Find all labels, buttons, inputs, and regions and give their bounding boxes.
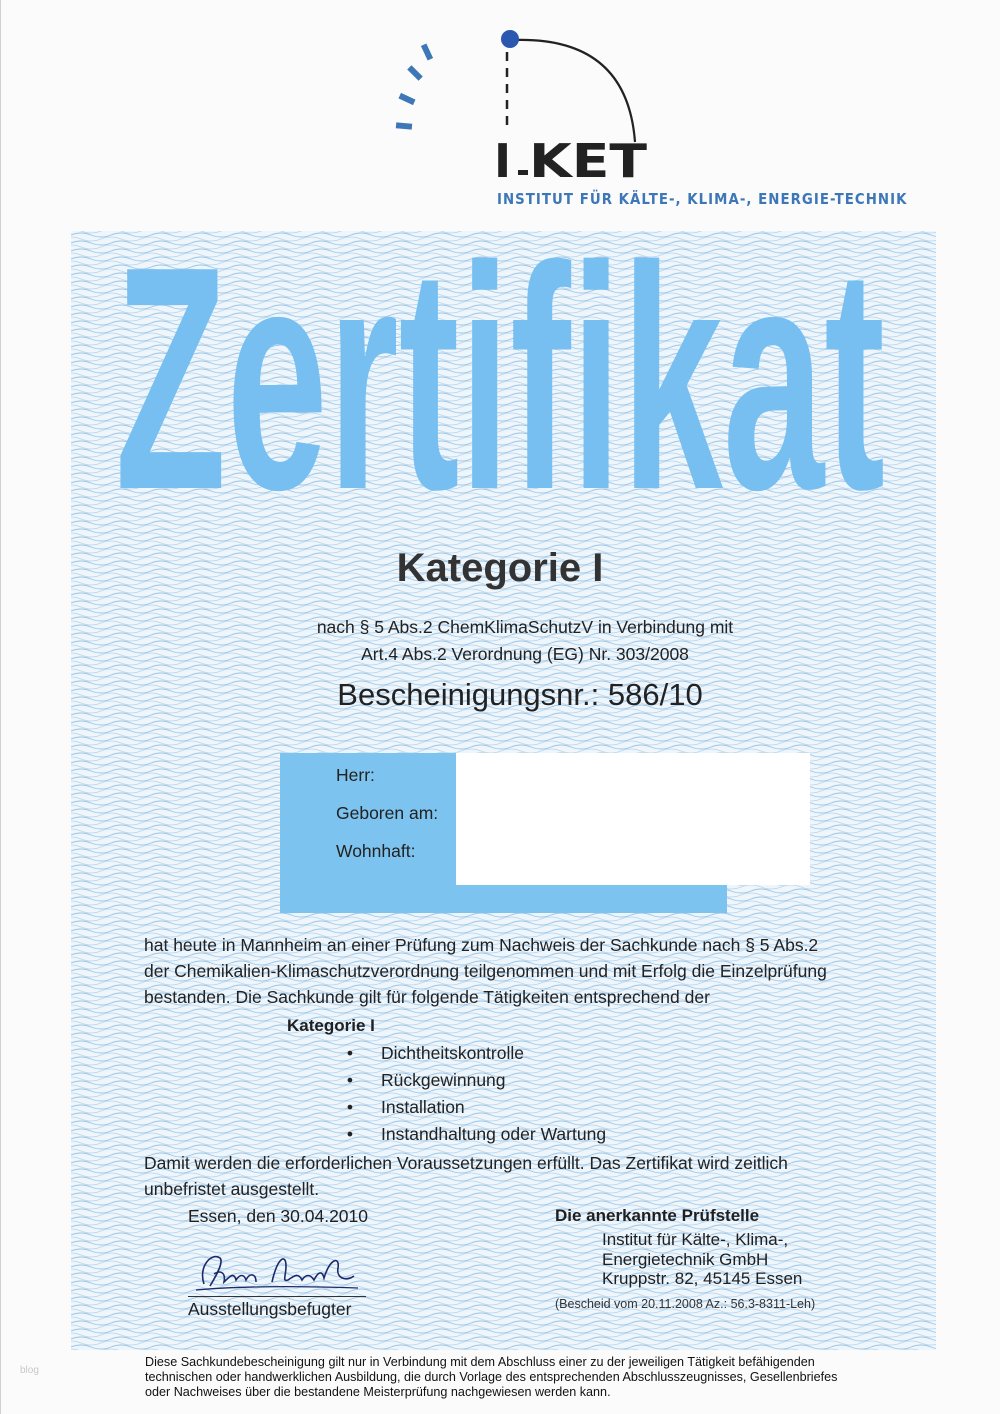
signature-line <box>188 1296 366 1297</box>
label-name: Herr: <box>336 765 375 785</box>
authority-line: Institut für Kälte-, Klima-, <box>602 1230 789 1249</box>
list-item <box>343 1040 606 1067</box>
bullet: • <box>346 1070 354 1090</box>
bullet: • <box>346 1043 354 1063</box>
authority-address <box>555 1230 802 1289</box>
bullet: • <box>346 1124 354 1144</box>
legal-basis-line2: Art.4 Abs.2 Verordnung (EG) Nr. 303/2008 <box>361 644 689 664</box>
list-item <box>343 1067 606 1094</box>
authority-notice: (Bescheid vom 20.11.2008 Az.: 56.3-8311-Leh) <box>555 1297 816 1311</box>
activity-label: Installation <box>381 1097 465 1117</box>
title-text: Zertifikat <box>115 201 886 556</box>
label-birthdate: Geboren am: <box>336 803 439 823</box>
signer-role: Ausstellungsbefugter <box>188 1299 352 1319</box>
iket-logo <box>395 22 655 182</box>
closing-line: Damit werden die erforderlichen Voraussetzungen erfüllt. Das Zertifikat wird zeitlich <box>144 1153 788 1173</box>
wordmark-ket: KET <box>529 134 648 182</box>
label-residence: Wohnhaft: <box>336 841 416 861</box>
closing-line: unbefristet ausgestellt. <box>144 1179 320 1199</box>
activity-label: Rückgewinnung <box>381 1070 506 1090</box>
authority-heading: Die anerkannte Prüfstelle <box>555 1206 760 1225</box>
bullet: • <box>346 1097 354 1117</box>
certificate-title <box>115 201 886 556</box>
footer-line: technischen oder handwerklichen Ausbildung, die durch Vorlage des entsprechenden Abschlusszeugnisses, Gesellenbriefes <box>145 1370 838 1384</box>
footer-disclaimer <box>145 1355 945 1400</box>
activity-label: Instandhaltung oder Wartung <box>381 1124 607 1144</box>
category-subtitle: Kategorie I <box>396 546 604 590</box>
activity-label: Dichtheitskontrolle <box>381 1043 524 1063</box>
activities-heading: Kategorie I <box>287 1016 375 1035</box>
institute-name: INSTITUT FÜR KÄLTE-, KLIMA-, ENERGIE-TECHNIK <box>497 190 908 208</box>
authority-line: Energietechnik GmbH <box>602 1249 769 1269</box>
redacted-area <box>456 753 810 885</box>
activities-list <box>343 1040 606 1148</box>
certificate-number: Bescheinigungsnr.: 586/10 <box>337 677 703 712</box>
legal-basis-line1: nach § 5 Abs.2 ChemKlimaSchutzV in Verbindung mit <box>316 617 734 637</box>
list-item <box>343 1121 606 1148</box>
testing-authority <box>555 1206 802 1289</box>
footer-line: Diese Sachkundebescheinigung gilt nur in Verbindung mit dem Abschluss einer zu der jeweiligen Tätigkeit befähigenden <box>145 1355 815 1369</box>
list-item <box>343 1094 606 1121</box>
body-paragraph <box>144 932 924 1010</box>
body-line: bestanden. Die Sachkunde gilt für folgende Tätigkeiten entsprechend der <box>144 987 710 1007</box>
wordmark-i: I <box>494 134 512 182</box>
footer-line: oder Nachweises über die bestandene Meisterprüfung nachgewiesen werden kann. <box>145 1385 611 1399</box>
handwritten-signature <box>190 1246 360 1294</box>
body-line: der Chemikalien-Klimaschutzverordnung teilgenommen und mit Erfolg die Einzelprüfung <box>144 961 827 981</box>
body-line: hat heute in Mannheim an einer Prüfung zum Nachweis der Sachkunde nach § 5 Abs.2 <box>144 935 819 955</box>
closing-paragraph <box>144 1150 904 1202</box>
authority-line: Kruppstr. 82, 45145 Essen <box>602 1269 803 1288</box>
place-and-date: Essen, den 30.04.2010 <box>188 1206 369 1226</box>
blog-watermark: blog <box>20 1365 39 1376</box>
